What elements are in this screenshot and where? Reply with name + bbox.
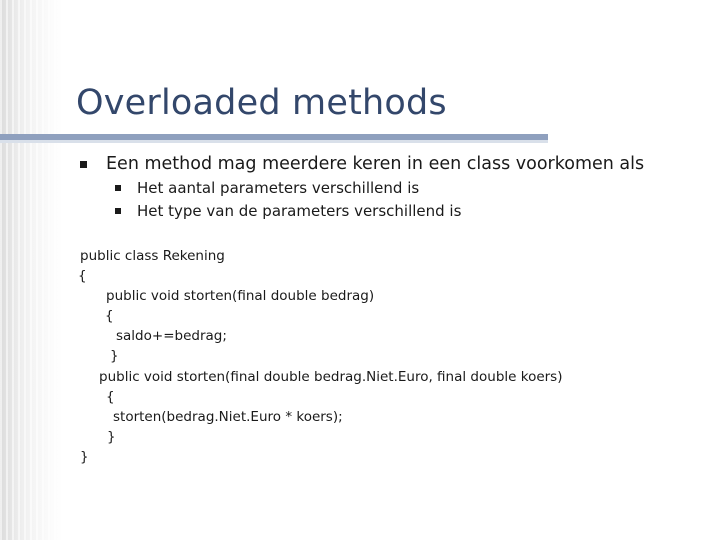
- left-decorative-stripes: [0, 0, 62, 540]
- code-line: }: [80, 449, 89, 465]
- title-underline-shadow: [0, 140, 548, 143]
- code-line: {: [105, 308, 114, 324]
- code-line: }: [107, 429, 116, 445]
- code-line: public void storten(final double bedrag): [106, 288, 375, 304]
- sub-bullet-text: Het aantal parameters verschillend is: [137, 179, 420, 197]
- code-line: public void storten(final double bedrag.Niet.Euro, final double koers): [99, 369, 563, 385]
- code-line: storten(bedrag.Niet.Euro * koers);: [113, 409, 343, 425]
- code-line: saldo+=bedrag;: [116, 328, 227, 344]
- sub-bullet-text: Het type van de parameters verschillend is: [137, 202, 462, 220]
- sub-bullet-item: [115, 200, 461, 222]
- code-line: {: [106, 389, 115, 405]
- square-bullet-icon: [80, 161, 87, 168]
- slide-title: Overloaded methods: [76, 83, 447, 123]
- square-bullet-icon: [115, 185, 121, 191]
- code-line: {: [78, 268, 87, 284]
- bullet-text: Een method mag meerdere keren in een class voorkomen als: [106, 154, 645, 174]
- bullet-item: [80, 152, 644, 176]
- code-line: }: [110, 348, 119, 364]
- code-line: public class Rekening: [80, 248, 225, 264]
- square-bullet-icon: [115, 208, 121, 214]
- sub-bullet-item: [115, 177, 419, 199]
